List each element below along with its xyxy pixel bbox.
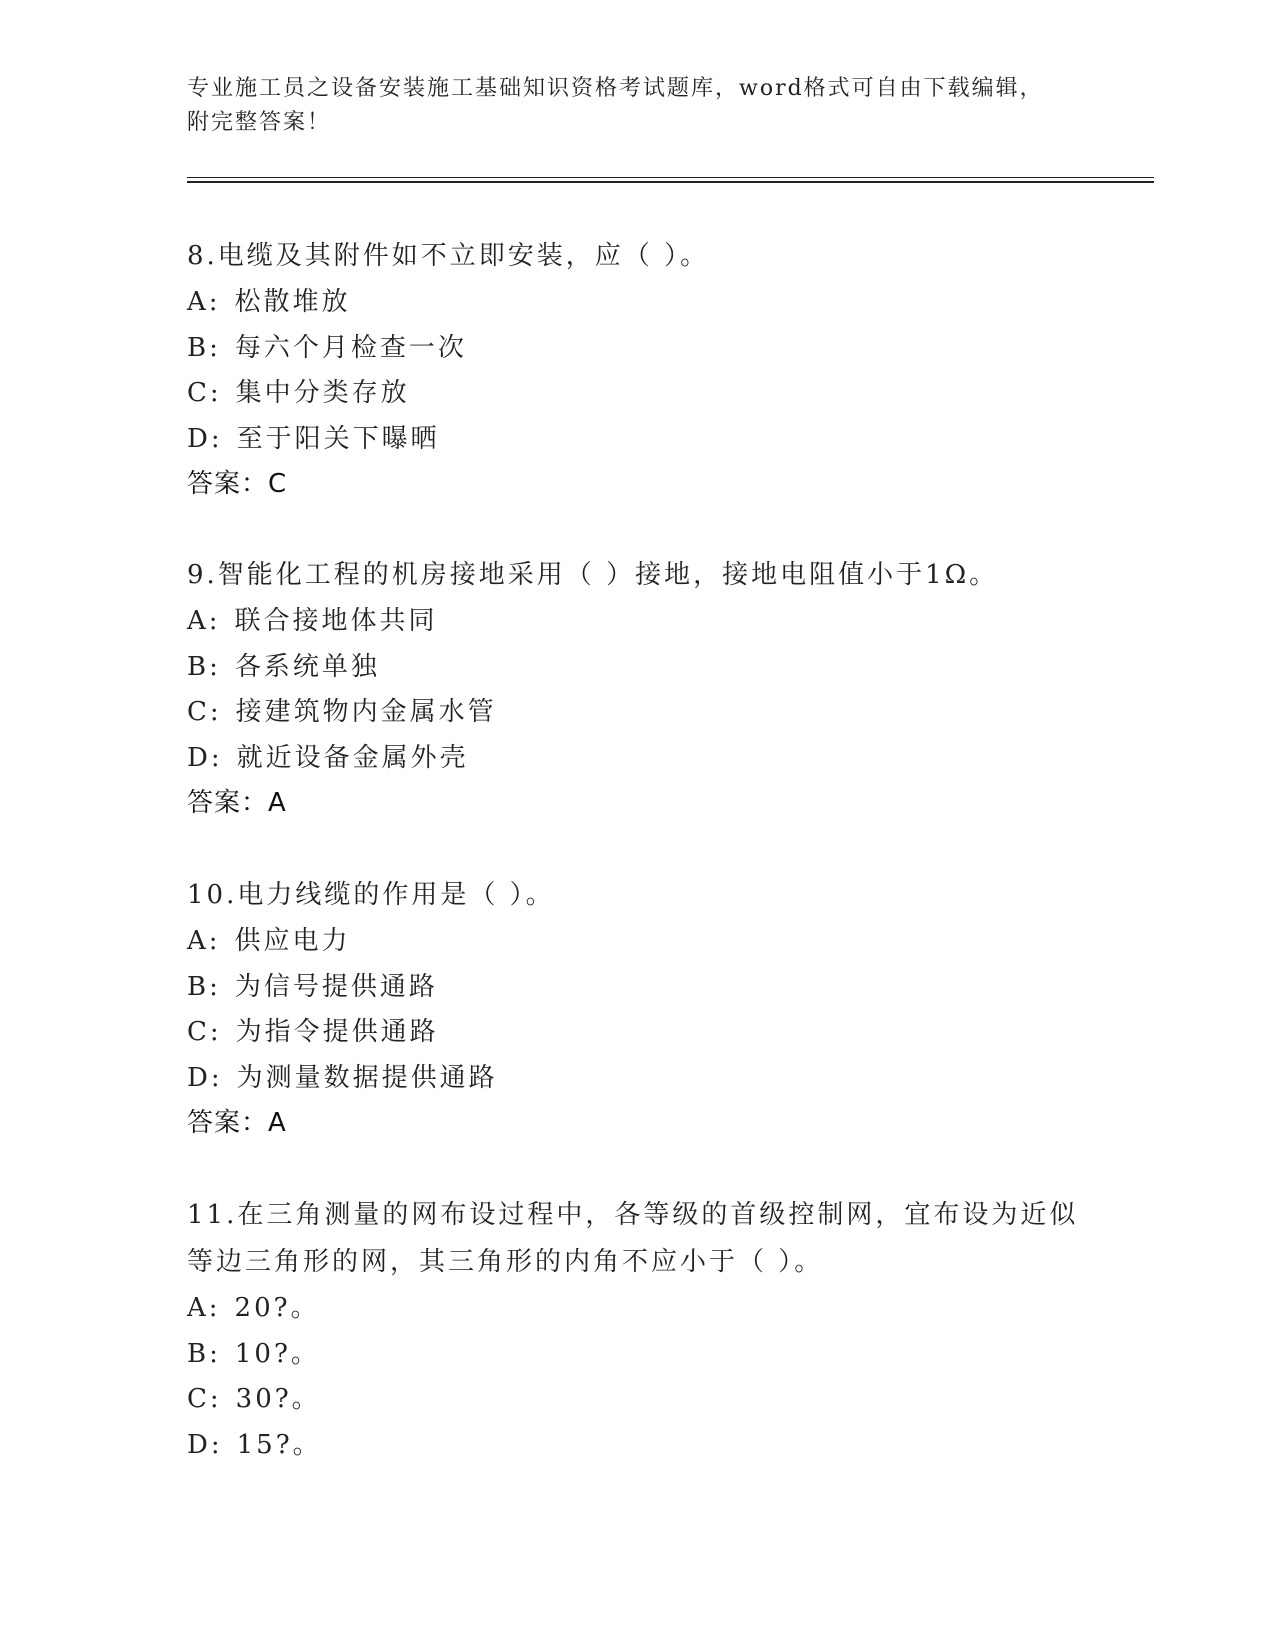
- option-a: [187, 1286, 1087, 1332]
- option-c: [187, 371, 1087, 417]
- option-letter: C:: [187, 1017, 222, 1047]
- option-text: 至于阳关下曝晒: [236, 423, 440, 454]
- question-stem: 9.智能化工程的机房接地采用（ ）接地，接地电阻值小于1Ω。: [187, 560, 999, 590]
- header-title-line-1: 专业施工员之设备安装施工基础知识资格考试题库，word格式可自由下载编辑，: [187, 76, 1044, 101]
- header-title-line-2: 附完整答案！: [187, 110, 332, 135]
- option-letter: B:: [187, 651, 221, 682]
- option-letter: A:: [187, 606, 221, 636]
- question-8: [187, 233, 1087, 508]
- option-letter: D:: [187, 1062, 223, 1093]
- option-text: 为测量数据提供通路: [236, 1062, 498, 1093]
- option-a: [187, 280, 1087, 326]
- question-stem: 10.电力线缆的作用是（ ）。: [187, 880, 555, 910]
- option-letter: B:: [187, 971, 221, 1002]
- option-b: [187, 965, 1087, 1011]
- option-letter: B:: [187, 1338, 221, 1369]
- option-letter: C:: [187, 697, 222, 727]
- header-divider-top: [187, 177, 1154, 178]
- question-11: [187, 1192, 1087, 1468]
- option-a: [187, 599, 1087, 645]
- option-letter: D:: [187, 423, 223, 454]
- option-c: [187, 690, 1087, 736]
- option-text: 为信号提供通路: [234, 971, 438, 1002]
- option-text: 10?。: [234, 1338, 320, 1369]
- option-text: 为指令提供通路: [235, 1017, 439, 1047]
- question-9: [187, 552, 1087, 827]
- option-text: 松散堆放: [234, 287, 351, 317]
- answer-line: 答案：A: [187, 1108, 287, 1138]
- option-text: 30?。: [235, 1384, 321, 1414]
- option-b: [187, 326, 1087, 372]
- option-text: 每六个月检查一次: [234, 332, 467, 363]
- option-text: 20?。: [234, 1293, 320, 1323]
- option-letter: A:: [187, 1293, 221, 1323]
- option-d: [187, 417, 1087, 463]
- question-10: [187, 872, 1087, 1147]
- option-letter: C:: [187, 1384, 222, 1414]
- option-text: 供应电力: [234, 926, 351, 956]
- question-stem-line-1: 11.在三角测量的网布设过程中，各等级的首级控制网，宜布设为近似: [187, 1200, 1079, 1230]
- option-text: 集中分类存放: [235, 378, 410, 408]
- option-c: [187, 1377, 1087, 1423]
- option-b: [187, 1332, 1087, 1378]
- option-c: [187, 1010, 1087, 1056]
- option-text: 就近设备金属外壳: [236, 742, 469, 773]
- document-header: [187, 72, 1067, 140]
- header-divider-bottom: [187, 181, 1154, 183]
- option-a: [187, 919, 1087, 965]
- answer-line: 答案：C: [187, 469, 288, 499]
- answer-line: 答案：A: [187, 788, 287, 818]
- option-letter: D:: [187, 1429, 223, 1460]
- option-text: 15?。: [236, 1429, 322, 1460]
- option-letter: A:: [187, 287, 221, 317]
- option-text: 接建筑物内金属水管: [235, 697, 497, 727]
- question-stem-line-2: 等边三角形的网，其三角形的内角不应小于（ ）。: [187, 1247, 824, 1277]
- option-b: [187, 645, 1087, 691]
- option-letter: D:: [187, 742, 223, 773]
- option-d: [187, 736, 1087, 782]
- option-d: [187, 1056, 1087, 1102]
- option-text: 各系统单独: [234, 651, 380, 682]
- option-text: 联合接地体共同: [234, 606, 438, 636]
- option-letter: B:: [187, 332, 221, 363]
- question-stem: 8.电缆及其附件如不立即安装，应（ ）。: [187, 241, 710, 271]
- option-d: [187, 1423, 1087, 1469]
- option-letter: A:: [187, 926, 221, 956]
- option-letter: C:: [187, 378, 222, 408]
